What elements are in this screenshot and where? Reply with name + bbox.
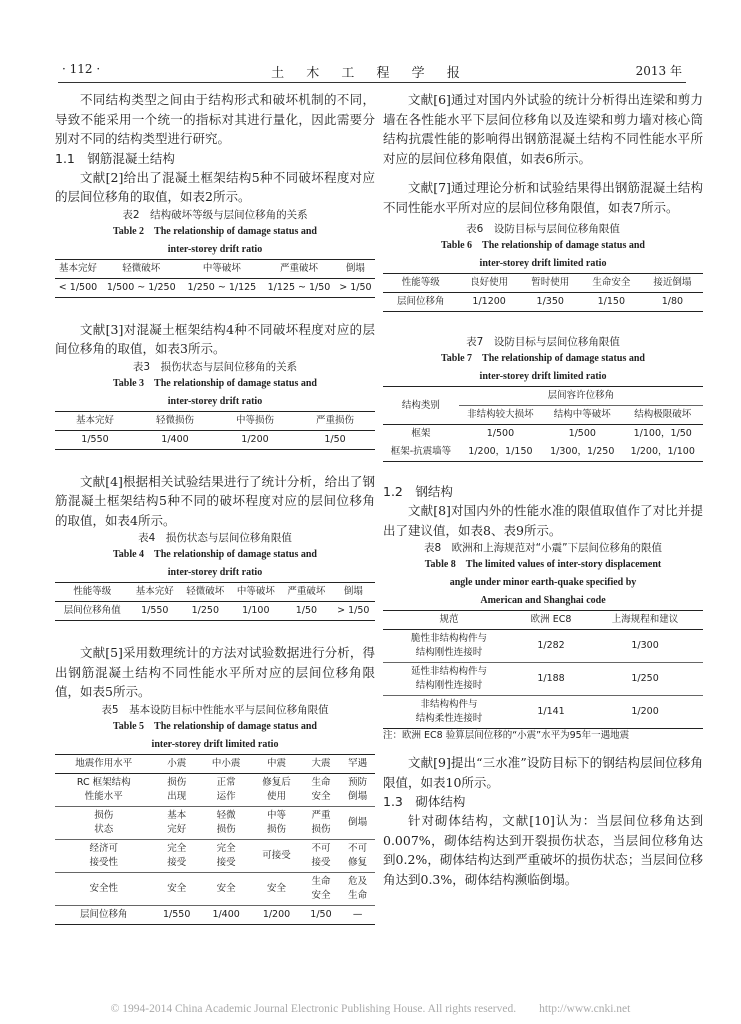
table-header: 严重破坏 <box>281 583 332 602</box>
section-heading-1-2: 1.2 钢结构 <box>383 484 453 499</box>
table-cell: 1/200，1/100 <box>630 446 695 457</box>
table-cell: > 1/50 <box>337 605 370 616</box>
table-header: 良好使用 <box>459 274 520 293</box>
table-header: 非结构较大损坏 <box>459 406 542 425</box>
table7-caption-en: inter-storey drift limited ratio <box>479 371 607 382</box>
table5-caption-en: inter-storey drift limited ratio <box>151 738 279 750</box>
table6-caption-en: inter-storey drift limited ratio <box>479 258 607 269</box>
table2-caption-en: Table 2 The relationship of damage status and <box>113 225 317 237</box>
table2-caption: 表2 结构破坏等级与层间位移角的关系 <box>122 208 308 221</box>
table-header: 结构极限破坏 <box>623 406 704 425</box>
paragraph: 文献[6]通过对国内外试验的统计分析得出连梁和剪力墙在各性能水平下层间位移角以及连梁和剪力墙对核心筒结构抗震性能的影响得出钢筋混凝土结构不同性能水平所对应的层间位移角限值，如表6所示。 <box>383 92 703 166</box>
table-cell: 1/250 <box>587 663 703 696</box>
table-cell: 1/400 <box>161 433 189 445</box>
table-header: 基本完好 <box>55 411 135 430</box>
journal-title: 土 木 工 程 学 报 <box>271 66 469 81</box>
table-cell: 正常 运作 <box>201 773 251 806</box>
table-cell: 1/100，1/50 <box>633 428 692 439</box>
paragraph: 不同结构类型之间由于结构形式和破坏机制的不同，导致不能采用一个统一的指标对其进行量化，因此需要分别对不同的结构类型进行研究。 <box>55 92 375 146</box>
table-cell: 1/100 <box>242 605 270 616</box>
table-header: 上海规程和建议 <box>587 611 703 630</box>
table4-caption-en: inter-storey drift ratio <box>167 567 263 578</box>
table3-caption-en: Table 3 The relationship of damage status and <box>113 377 317 389</box>
table-cell: 框架 <box>411 428 431 439</box>
table8-caption-en: Table 8 The limited values of inter-story displacement <box>424 559 662 570</box>
table-cell: 1/250 ~ 1/125 <box>187 281 257 293</box>
table-header: 结构类别 <box>383 387 459 425</box>
table-5 <box>55 754 375 925</box>
page-number: · 112 · <box>62 62 101 76</box>
table-header: 中等损伤 <box>215 411 295 430</box>
table-cell: 1/125 ~ 1/50 <box>267 281 331 293</box>
table-2 <box>55 259 375 298</box>
table-cell: 1/200 <box>241 433 269 445</box>
table-cell: < 1/500 <box>58 281 98 293</box>
table-header: 暂时使用 <box>520 274 581 293</box>
table8-note: 注：欧洲 EC8 验算层间位移的“小震”水平为95年一遇地震 <box>383 730 630 741</box>
table-cell: 损伤 状态 <box>55 806 152 839</box>
table-header: 中等破坏 <box>231 583 282 602</box>
table-cell: 中等 损伤 <box>251 806 301 839</box>
table-cell: 修复后 使用 <box>251 773 301 806</box>
paragraph: 文献[4]根据相关试验结果进行了统计分析，给出了钢筋混凝土框架结构5种不同的破坏程度对应的层间位移角的取值，如表4所示。 <box>55 473 375 528</box>
year: 2013 年 <box>635 64 682 78</box>
table-cell: RC 框架结构 性能水平 <box>55 773 152 806</box>
table-header: 大震 <box>302 754 341 773</box>
table-cell: 不可 接受 <box>302 839 341 872</box>
table-header: 严重破坏 <box>262 259 336 278</box>
table-cell: 危及 生命 <box>340 872 375 905</box>
table-header: 中震 <box>251 754 301 773</box>
table-header: 小震 <box>152 754 201 773</box>
table2-caption-en: inter-storey drift ratio <box>167 243 263 255</box>
table-3 <box>55 411 375 450</box>
table8-caption-en: American and Shanghai code <box>480 595 606 606</box>
table-cell: — <box>340 905 375 924</box>
table8-caption-en: angle under minor earth-quake specified by <box>449 577 637 588</box>
table-header: 层间容许位移角 <box>459 387 703 406</box>
table-cell: 1/300，1/250 <box>550 446 615 457</box>
table-header: 欧洲 EC8 <box>515 611 587 630</box>
table-cell: 1/282 <box>515 630 587 663</box>
table-cell: 基本 完好 <box>152 806 201 839</box>
table-cell: 1/80 <box>661 296 684 307</box>
table-cell: 生命 安全 <box>302 872 341 905</box>
table7-caption: 表7 设防目标与层间位移角限值 <box>466 336 620 348</box>
table-header: 基本完好 <box>55 259 101 278</box>
table3-caption: 表3 损伤状态与层间位移角的关系 <box>132 360 298 373</box>
table-header: 中小震 <box>201 754 251 773</box>
table-cell: 轻微 损伤 <box>201 806 251 839</box>
section-heading-1-1: 1.1 钢筋混凝土结构 <box>55 150 175 166</box>
table-cell: 1/400 <box>201 905 251 924</box>
table-cell: 1/200 <box>587 696 703 729</box>
copyright-footer: © 1994-2014 China Academic Journal Electronic Publishing House. All rights reserved. http://www.cnki.net <box>110 1003 631 1015</box>
table4-caption-en: Table 4 The relationship of damage status and <box>113 549 317 560</box>
table-cell: 1/200 <box>251 905 301 924</box>
table-header: 严重损伤 <box>295 411 375 430</box>
table-cell: 层间位移角 <box>397 296 445 307</box>
table-cell: 1/1200 <box>472 296 506 307</box>
table-cell: 不可 修复 <box>340 839 375 872</box>
table-6 <box>383 273 703 312</box>
table-cell: 1/50 <box>324 433 346 445</box>
table6-caption-en: Table 6 The relationship of damage status and <box>441 240 645 251</box>
table-cell: 1/188 <box>515 663 587 696</box>
table-header: 地震作用水平 <box>55 754 152 773</box>
paragraph: 文献[8]对国内外的性能水准的限值取值作了对比并提出了建议值，如表8、表9所示。 <box>383 503 703 538</box>
table-cell: 1/141 <box>515 696 587 729</box>
table-7 <box>383 386 703 462</box>
table-header: 结构中等破坏 <box>542 406 622 425</box>
table-cell: 完全 接受 <box>152 839 201 872</box>
table-header: 基本完好 <box>130 583 181 602</box>
table-cell: 1/350 <box>536 296 564 307</box>
table-header: 中等破坏 <box>182 259 263 278</box>
table-header: 倒塌 <box>336 259 375 278</box>
table-cell: 倒塌 <box>340 806 375 839</box>
table-header: 轻微破坏 <box>101 259 182 278</box>
table-header: 性能等级 <box>55 583 130 602</box>
right-column <box>383 90 703 889</box>
paragraph: 文献[9]提出“三水准”设防目标下的钢结构层间位移角限值，如表10所示。 <box>383 755 703 790</box>
paragraph: 文献[3]对混凝土框架结构4种不同破坏程度对应的层间位移角的取值，如表3所示。 <box>55 321 375 356</box>
table-cell: 层间位移角值 <box>63 605 121 616</box>
table-cell: 1/50 <box>302 905 341 924</box>
table-cell: 1/150 <box>597 296 626 307</box>
table-cell: 经济可 接受性 <box>55 839 152 872</box>
table-cell: 严重 损伤 <box>302 806 341 839</box>
table-cell: 安全 <box>152 872 201 905</box>
table-cell: 生命 安全 <box>302 773 341 806</box>
table-header: 倒塌 <box>332 583 375 602</box>
table-cell: 非结构构件与 结构柔性连接时 <box>383 696 515 729</box>
table-cell: 损伤 出现 <box>152 773 201 806</box>
paragraph: 文献[5]采用数理统计的方法对试验数据进行分析，得出钢筋混凝土结构不同性能水平所对应的层间位移角限值，如表5所示。 <box>55 645 375 699</box>
table3-caption-en: inter-storey drift ratio <box>167 395 263 407</box>
paragraph: 文献[2]给出了混凝土框架结构5种不同破坏程度对应的层间位移角的取值，如表2所示。 <box>55 169 375 204</box>
table-cell: 1/550 <box>141 605 169 616</box>
table-header: 罕遇 <box>340 754 375 773</box>
paragraph: 针对砌体结构，文献[10]认为：当层间位移角达到0.007%，砌体结构达到开裂损伤状态，当层间位移角达到0.2%，砌体结构达到严重破坏的损伤状态；当层间位移角达到0.3%，砌体结构濒临倒塌。 <box>383 813 703 887</box>
table-header: 生命安全 <box>581 274 642 293</box>
table-cell: 预防 倒塌 <box>340 773 375 806</box>
table-cell: > 1/50 <box>339 281 372 293</box>
left-column <box>55 90 375 925</box>
table-cell: 可接受 <box>251 839 301 872</box>
table5-caption-en: Table 5 The relationship of damage status and <box>113 720 317 732</box>
table-cell: 1/500 ~ 1/250 <box>106 281 176 293</box>
table7-caption-en: Table 7 The relationship of damage status and <box>441 353 645 364</box>
table-cell: 安全 <box>251 872 301 905</box>
table-cell: 延性非结构构件与 结构刚性连接时 <box>383 663 515 696</box>
table-cell: 完全 接受 <box>201 839 251 872</box>
table-cell: 1/50 <box>295 605 318 616</box>
table-cell: 1/300 <box>587 630 703 663</box>
table4-caption: 表4 损伤状态与层间位移角限值 <box>138 532 292 544</box>
header-rule <box>58 82 686 83</box>
table-cell: 1/500 <box>568 428 596 439</box>
table-cell: 框架-抗震墙等 <box>390 446 452 457</box>
table-header: 性能等级 <box>383 274 459 293</box>
table-cell: 层间位移角 <box>55 905 152 924</box>
table-cell: 1/550 <box>81 433 109 445</box>
table-cell: 1/200，1/150 <box>468 446 533 457</box>
table6-caption: 表6 设防目标与层间位移角限值 <box>466 223 620 235</box>
table-header: 接近倒塌 <box>642 274 703 293</box>
table-8 <box>383 610 703 729</box>
table-4 <box>55 582 375 621</box>
table-cell: 1/550 <box>152 905 201 924</box>
table-cell: 安全 <box>201 872 251 905</box>
running-header <box>50 62 690 81</box>
table-header: 轻微破坏 <box>180 583 231 602</box>
section-heading-1-3: 1.3 砌体结构 <box>383 794 466 809</box>
table-cell: 1/250 <box>191 605 219 616</box>
table-header: 规范 <box>383 611 515 630</box>
table5-caption: 表5 基本设防目标中性能水平与层间位移角限值 <box>101 703 329 716</box>
paragraph: 文献[7]通过理论分析和试验结果得出钢筋混凝土结构不同性能水平所对应的层间位移角限值，如表7所示。 <box>383 180 703 215</box>
table-cell: 脆性非结构构件与 结构刚性连接时 <box>383 630 515 663</box>
table-cell: 1/500 <box>486 428 515 439</box>
table-header: 轻微损伤 <box>135 411 215 430</box>
table8-caption: 表8 欧洲和上海规范对“小震”下层间位移角的限值 <box>423 542 663 554</box>
table-cell: 安全性 <box>55 872 152 905</box>
